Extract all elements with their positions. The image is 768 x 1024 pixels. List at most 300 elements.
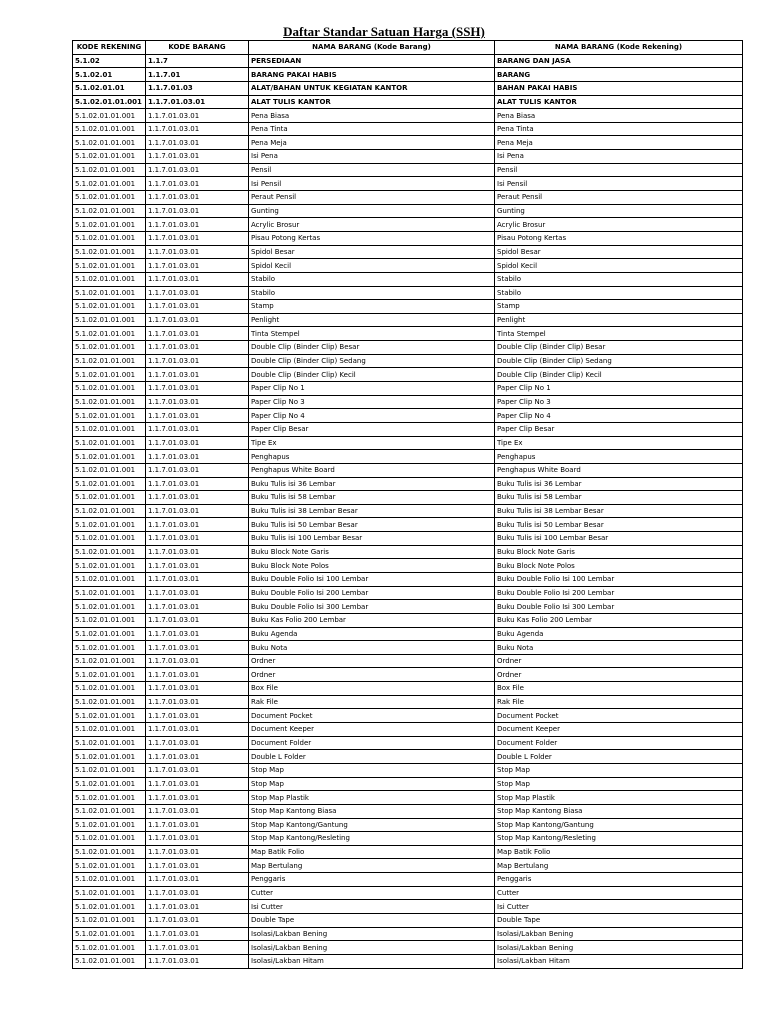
- cell-kode-barang: 1.1.7.01.03.01: [146, 409, 249, 423]
- table-row: [73, 818, 743, 832]
- cell-nama-barang-kode-barang: Cutter: [249, 886, 495, 900]
- table-row: [73, 204, 743, 218]
- cell-nama-barang-kode-rekening: Stop Map: [495, 763, 743, 777]
- cell-kode-rekening: 5.1.02.01.01.001: [73, 368, 146, 382]
- table-row: [73, 845, 743, 859]
- cell-nama-barang-kode-rekening: BARANG DAN JASA: [495, 54, 743, 68]
- cell-kode-rekening: 5.1.02.01.01.001: [73, 927, 146, 941]
- cell-nama-barang-kode-barang: Map Batik Folio: [249, 845, 495, 859]
- table-row: [73, 368, 743, 382]
- cell-nama-barang-kode-barang: Double Clip (Binder Clip) Kecil: [249, 368, 495, 382]
- cell-nama-barang-kode-rekening: Stop Map Kantong/Resleting: [495, 832, 743, 846]
- cell-kode-rekening: 5.1.02.01.01.001: [73, 914, 146, 928]
- cell-kode-rekening: 5.1.02.01.01.001: [73, 818, 146, 832]
- table-row: [73, 695, 743, 709]
- table-row: [73, 109, 743, 123]
- table-row: [73, 682, 743, 696]
- cell-kode-rekening: 5.1.02: [73, 54, 146, 68]
- table-row: [73, 763, 743, 777]
- table-row: [73, 150, 743, 164]
- cell-nama-barang-kode-barang: Buku Block Note Polos: [249, 559, 495, 573]
- cell-kode-barang: 1.1.7.01.03.01: [146, 791, 249, 805]
- cell-nama-barang-kode-rekening: Paper Clip No 3: [495, 395, 743, 409]
- cell-nama-barang-kode-barang: Pisau Potong Kertas: [249, 231, 495, 245]
- cell-nama-barang-kode-rekening: Buku Tulis isi 38 Lembar Besar: [495, 504, 743, 518]
- cell-kode-barang: 1.1.7.01.03.01: [146, 914, 249, 928]
- cell-kode-rekening: 5.1.02.01.01.001: [73, 409, 146, 423]
- cell-nama-barang-kode-barang: Gunting: [249, 204, 495, 218]
- table-row: [73, 627, 743, 641]
- table-body: [73, 54, 743, 968]
- cell-nama-barang-kode-rekening: Acrylic Brosur: [495, 218, 743, 232]
- cell-nama-barang-kode-rekening: Buku Tulis isi 58 Lembar: [495, 491, 743, 505]
- cell-nama-barang-kode-rekening: Buku Tulis isi 36 Lembar: [495, 477, 743, 491]
- cell-kode-rekening: 5.1.02.01.01.001: [73, 477, 146, 491]
- cell-kode-rekening: 5.1.02.01.01.001: [73, 845, 146, 859]
- cell-kode-barang: 1.1.7.01.03.01: [146, 886, 249, 900]
- cell-nama-barang-kode-rekening: Buku Block Note Garis: [495, 545, 743, 559]
- cell-nama-barang-kode-barang: Acrylic Brosur: [249, 218, 495, 232]
- cell-kode-rekening: 5.1.02.01.01.001: [73, 668, 146, 682]
- cell-kode-barang: 1.1.7.01.03.01: [146, 122, 249, 136]
- table-row: [73, 641, 743, 655]
- cell-nama-barang-kode-barang: Stop Map: [249, 777, 495, 791]
- cell-kode-barang: 1.1.7.01.03.01: [146, 750, 249, 764]
- cell-kode-barang: 1.1.7.01.03.01: [146, 109, 249, 123]
- table-row: [73, 163, 743, 177]
- cell-kode-barang: 1.1.7.01.03.01: [146, 395, 249, 409]
- cell-kode-barang: 1.1.7.01.03.01: [146, 586, 249, 600]
- table-row: [73, 559, 743, 573]
- cell-nama-barang-kode-rekening: Document Folder: [495, 736, 743, 750]
- cell-kode-rekening: 5.1.02.01.01.001: [73, 272, 146, 286]
- cell-kode-barang: 1.1.7.01.03.01: [146, 954, 249, 968]
- table-row: [73, 859, 743, 873]
- cell-nama-barang-kode-barang: Isolasi/Lakban Hitam: [249, 954, 495, 968]
- cell-nama-barang-kode-rekening: Pena Tinta: [495, 122, 743, 136]
- cell-kode-barang: 1.1.7.01.03.01: [146, 709, 249, 723]
- cell-kode-rekening: 5.1.02.01.01.001: [73, 259, 146, 273]
- table-row: [73, 491, 743, 505]
- cell-nama-barang-kode-rekening: Double Clip (Binder Clip) Besar: [495, 341, 743, 355]
- cell-nama-barang-kode-rekening: Penlight: [495, 313, 743, 327]
- cell-kode-barang: 1.1.7.01.03.01: [146, 150, 249, 164]
- cell-nama-barang-kode-barang: Double L Folder: [249, 750, 495, 764]
- table-row: [73, 327, 743, 341]
- cell-nama-barang-kode-barang: Buku Nota: [249, 641, 495, 655]
- cell-nama-barang-kode-rekening: BAHAN PAKAI HABIS: [495, 81, 743, 95]
- table-row: [73, 122, 743, 136]
- cell-kode-rekening: 5.1.02.01.01.001: [73, 572, 146, 586]
- cell-nama-barang-kode-barang: Buku Tulis isi 100 Lembar Besar: [249, 532, 495, 546]
- cell-kode-rekening: 5.1.02.01.01.001: [73, 586, 146, 600]
- table-row: [73, 504, 743, 518]
- cell-nama-barang-kode-rekening: Pena Biasa: [495, 109, 743, 123]
- cell-kode-rekening: 5.1.02.01.01.001: [73, 791, 146, 805]
- cell-nama-barang-kode-barang: BARANG PAKAI HABIS: [249, 68, 495, 82]
- cell-nama-barang-kode-barang: Ordner: [249, 654, 495, 668]
- cell-nama-barang-kode-rekening: Stop Map Plastik: [495, 791, 743, 805]
- cell-nama-barang-kode-barang: PERSEDIAAN: [249, 54, 495, 68]
- cell-kode-rekening: 5.1.02.01.01.001: [73, 886, 146, 900]
- cell-kode-barang: 1.1.7.01.03.01: [146, 422, 249, 436]
- table-row: [73, 422, 743, 436]
- cell-nama-barang-kode-rekening: Tipe Ex: [495, 436, 743, 450]
- table-row: [73, 927, 743, 941]
- cell-kode-rekening: 5.1.02.01.01.001: [73, 395, 146, 409]
- cell-kode-rekening: 5.1.02.01.01.001: [73, 109, 146, 123]
- cell-nama-barang-kode-barang: Buku Double Folio Isi 100 Lembar: [249, 572, 495, 586]
- cell-nama-barang-kode-rekening: Buku Double Folio Isi 300 Lembar: [495, 600, 743, 614]
- cell-kode-barang: 1.1.7.01.03.01: [146, 777, 249, 791]
- cell-kode-barang: 1.1.7.01.03.01: [146, 927, 249, 941]
- cell-nama-barang-kode-rekening: Buku Kas Folio 200 Lembar: [495, 613, 743, 627]
- cell-kode-barang: 1.1.7.01.03.01: [146, 272, 249, 286]
- cell-kode-barang: 1.1.7.01.03.01: [146, 204, 249, 218]
- cell-kode-barang: 1.1.7.01.03.01: [146, 231, 249, 245]
- cell-kode-barang: 1.1.7.01.03.01: [146, 695, 249, 709]
- cell-nama-barang-kode-rekening: Buku Double Folio Isi 200 Lembar: [495, 586, 743, 600]
- cell-kode-rekening: 5.1.02.01.01.001: [73, 736, 146, 750]
- cell-nama-barang-kode-barang: ALAT TULIS KANTOR: [249, 95, 495, 109]
- cell-kode-barang: 1.1.7.01.03.01: [146, 723, 249, 737]
- cell-kode-barang: 1.1.7.01.03: [146, 81, 249, 95]
- cell-nama-barang-kode-rekening: Paper Clip Besar: [495, 422, 743, 436]
- cell-kode-barang: 1.1.7.01.03.01: [146, 491, 249, 505]
- cell-kode-barang: 1.1.7.01.03.01: [146, 600, 249, 614]
- cell-kode-rekening: 5.1.02.01.01.001: [73, 286, 146, 300]
- cell-kode-rekening: 5.1.02.01.01.001: [73, 532, 146, 546]
- cell-kode-rekening: 5.1.02.01.01.001: [73, 518, 146, 532]
- cell-kode-rekening: 5.1.02.01: [73, 68, 146, 82]
- cell-nama-barang-kode-rekening: Peraut Pensil: [495, 191, 743, 205]
- cell-nama-barang-kode-rekening: Cutter: [495, 886, 743, 900]
- cell-kode-barang: 1.1.7.01.03.01: [146, 300, 249, 314]
- cell-kode-rekening: 5.1.02.01.01.001: [73, 504, 146, 518]
- cell-kode-rekening: 5.1.02.01.01.001: [73, 463, 146, 477]
- cell-nama-barang-kode-barang: Pensil: [249, 163, 495, 177]
- cell-kode-barang: 1.1.7.01.03.01: [146, 504, 249, 518]
- cell-kode-barang: 1.1.7.01.03.01: [146, 286, 249, 300]
- cell-kode-rekening: 5.1.02.01.01.001: [73, 245, 146, 259]
- cell-kode-rekening: 5.1.02.01.01.001: [73, 382, 146, 396]
- cell-kode-barang: 1.1.7.01.03.01: [146, 136, 249, 150]
- table-row: [73, 382, 743, 396]
- cell-kode-rekening: 5.1.02.01.01.001: [73, 654, 146, 668]
- cell-kode-barang: 1.1.7.01.03.01: [146, 463, 249, 477]
- table-row: [73, 941, 743, 955]
- table-row: [73, 777, 743, 791]
- cell-nama-barang-kode-barang: Stop Map Kantong/Gantung: [249, 818, 495, 832]
- cell-kode-rekening: 5.1.02.01.01.001: [73, 204, 146, 218]
- cell-nama-barang-kode-barang: Document Pocket: [249, 709, 495, 723]
- table-row: [73, 736, 743, 750]
- cell-nama-barang-kode-rekening: Document Keeper: [495, 723, 743, 737]
- cell-nama-barang-kode-rekening: Pisau Potong Kertas: [495, 231, 743, 245]
- table-row: [73, 463, 743, 477]
- table-row: [73, 832, 743, 846]
- cell-nama-barang-kode-rekening: Isi Pena: [495, 150, 743, 164]
- cell-kode-barang: 1.1.7.01: [146, 68, 249, 82]
- table-row: [73, 395, 743, 409]
- table-row: [73, 873, 743, 887]
- cell-kode-rekening: 5.1.02.01.01.001: [73, 941, 146, 955]
- cell-nama-barang-kode-barang: Isi Pena: [249, 150, 495, 164]
- cell-nama-barang-kode-rekening: Map Batik Folio: [495, 845, 743, 859]
- cell-nama-barang-kode-barang: Buku Tulis isi 36 Lembar: [249, 477, 495, 491]
- cell-nama-barang-kode-rekening: Spidol Besar: [495, 245, 743, 259]
- group-row: [73, 68, 743, 82]
- cell-nama-barang-kode-barang: Paper Clip No 1: [249, 382, 495, 396]
- cell-nama-barang-kode-rekening: Buku Agenda: [495, 627, 743, 641]
- group-row: [73, 95, 743, 109]
- cell-nama-barang-kode-barang: Buku Double Folio Isi 300 Lembar: [249, 600, 495, 614]
- cell-nama-barang-kode-rekening: Isolasi/Lakban Bening: [495, 927, 743, 941]
- cell-nama-barang-kode-barang: Buku Double Folio Isi 200 Lembar: [249, 586, 495, 600]
- cell-nama-barang-kode-rekening: Stop Map Kantong Biasa: [495, 804, 743, 818]
- table-row: [73, 886, 743, 900]
- header-nama-barang-kode-rekening: NAMA BARANG (Kode Rekening): [495, 41, 743, 55]
- cell-nama-barang-kode-barang: Isolasi/Lakban Bening: [249, 941, 495, 955]
- cell-nama-barang-kode-rekening: Isolasi/Lakban Bening: [495, 941, 743, 955]
- cell-nama-barang-kode-rekening: Stop Map Kantong/Gantung: [495, 818, 743, 832]
- cell-nama-barang-kode-barang: Double Clip (Binder Clip) Besar: [249, 341, 495, 355]
- group-row: [73, 81, 743, 95]
- cell-kode-rekening: 5.1.02.01.01.001: [73, 95, 146, 109]
- table-row: [73, 532, 743, 546]
- cell-kode-rekening: 5.1.02.01.01.001: [73, 191, 146, 205]
- cell-nama-barang-kode-barang: Double Tape: [249, 914, 495, 928]
- cell-kode-rekening: 5.1.02.01.01.001: [73, 122, 146, 136]
- cell-kode-barang: 1.1.7.01.03.01: [146, 477, 249, 491]
- cell-nama-barang-kode-rekening: BARANG: [495, 68, 743, 82]
- cell-kode-barang: 1.1.7.01.03.01: [146, 845, 249, 859]
- cell-nama-barang-kode-barang: Document Folder: [249, 736, 495, 750]
- table-row: [73, 613, 743, 627]
- table-row: [73, 477, 743, 491]
- cell-kode-rekening: 5.1.02.01.01.001: [73, 218, 146, 232]
- cell-kode-barang: 1.1.7.01.03.01: [146, 327, 249, 341]
- cell-nama-barang-kode-barang: Paper Clip No 3: [249, 395, 495, 409]
- cell-nama-barang-kode-rekening: Spidol Kecil: [495, 259, 743, 273]
- cell-nama-barang-kode-rekening: Isi Pensil: [495, 177, 743, 191]
- cell-kode-rekening: 5.1.02.01.01.001: [73, 450, 146, 464]
- cell-nama-barang-kode-barang: Paper Clip No 4: [249, 409, 495, 423]
- cell-nama-barang-kode-barang: Map Bertulang: [249, 859, 495, 873]
- cell-kode-rekening: 5.1.02.01.01.001: [73, 695, 146, 709]
- table-row: [73, 231, 743, 245]
- cell-kode-barang: 1.1.7.01.03.01: [146, 873, 249, 887]
- table-row: [73, 136, 743, 150]
- cell-kode-barang: 1.1.7.01.03.01: [146, 368, 249, 382]
- cell-nama-barang-kode-barang: Spidol Kecil: [249, 259, 495, 273]
- cell-nama-barang-kode-barang: Tinta Stempel: [249, 327, 495, 341]
- table-row: [73, 341, 743, 355]
- cell-nama-barang-kode-rekening: Isi Cutter: [495, 900, 743, 914]
- group-row: [73, 54, 743, 68]
- cell-nama-barang-kode-barang: Stop Map Plastik: [249, 791, 495, 805]
- cell-nama-barang-kode-barang: Spidol Besar: [249, 245, 495, 259]
- cell-kode-rekening: 5.1.02.01.01.001: [73, 231, 146, 245]
- table-row: [73, 409, 743, 423]
- cell-nama-barang-kode-barang: ALAT/BAHAN UNTUK KEGIATAN KANTOR: [249, 81, 495, 95]
- cell-nama-barang-kode-rekening: Penggaris: [495, 873, 743, 887]
- cell-kode-barang: 1.1.7.01.03.01: [146, 163, 249, 177]
- cell-kode-rekening: 5.1.02.01.01.001: [73, 709, 146, 723]
- cell-nama-barang-kode-barang: Penghapus White Board: [249, 463, 495, 477]
- cell-kode-rekening: 5.1.02.01.01.001: [73, 613, 146, 627]
- cell-kode-rekening: 5.1.02.01.01.001: [73, 177, 146, 191]
- cell-kode-barang: 1.1.7.01.03.01: [146, 218, 249, 232]
- table-row: [73, 804, 743, 818]
- cell-nama-barang-kode-barang: Stamp: [249, 300, 495, 314]
- cell-kode-rekening: 5.1.02.01.01.001: [73, 341, 146, 355]
- cell-nama-barang-kode-rekening: Ordner: [495, 668, 743, 682]
- cell-nama-barang-kode-rekening: Isolasi/Lakban Hitam: [495, 954, 743, 968]
- cell-kode-rekening: 5.1.02.01.01.001: [73, 832, 146, 846]
- cell-nama-barang-kode-rekening: Double Clip (Binder Clip) Kecil: [495, 368, 743, 382]
- cell-kode-barang: 1.1.7.01.03.01: [146, 532, 249, 546]
- cell-kode-barang: 1.1.7.01.03.01: [146, 682, 249, 696]
- cell-nama-barang-kode-barang: Buku Agenda: [249, 627, 495, 641]
- cell-nama-barang-kode-rekening: Box File: [495, 682, 743, 696]
- table-row: [73, 900, 743, 914]
- cell-kode-rekening: 5.1.02.01.01.001: [73, 491, 146, 505]
- cell-kode-rekening: 5.1.02.01.01.001: [73, 777, 146, 791]
- cell-kode-rekening: 5.1.02.01.01.001: [73, 422, 146, 436]
- cell-kode-barang: 1.1.7.01.03.01: [146, 436, 249, 450]
- table-row: [73, 600, 743, 614]
- cell-nama-barang-kode-barang: Ordner: [249, 668, 495, 682]
- cell-nama-barang-kode-barang: Buku Block Note Garis: [249, 545, 495, 559]
- cell-kode-rekening: 5.1.02.01.01.001: [73, 723, 146, 737]
- table-row: [73, 300, 743, 314]
- cell-kode-rekening: 5.1.02.01.01.001: [73, 627, 146, 641]
- cell-kode-barang: 1.1.7.01.03.01: [146, 177, 249, 191]
- table-row: [73, 286, 743, 300]
- table-row: [73, 545, 743, 559]
- table-header-row: [73, 41, 743, 55]
- cell-kode-rekening: 5.1.02.01.01.001: [73, 763, 146, 777]
- table-row: [73, 245, 743, 259]
- cell-nama-barang-kode-rekening: Buku Tulis isi 50 Lembar Besar: [495, 518, 743, 532]
- cell-kode-rekening: 5.1.02.01.01.001: [73, 559, 146, 573]
- cell-nama-barang-kode-rekening: Penghapus White Board: [495, 463, 743, 477]
- table-row: [73, 723, 743, 737]
- cell-kode-rekening: 5.1.02.01.01.001: [73, 300, 146, 314]
- cell-nama-barang-kode-rekening: Stabilo: [495, 272, 743, 286]
- cell-nama-barang-kode-barang: Box File: [249, 682, 495, 696]
- cell-kode-rekening: 5.1.02.01.01.001: [73, 545, 146, 559]
- cell-kode-rekening: 5.1.02.01.01.001: [73, 873, 146, 887]
- cell-kode-rekening: 5.1.02.01.01.001: [73, 327, 146, 341]
- table-row: [73, 436, 743, 450]
- table-row: [73, 191, 743, 205]
- cell-nama-barang-kode-rekening: Pena Meja: [495, 136, 743, 150]
- table-row: [73, 572, 743, 586]
- table-row: [73, 586, 743, 600]
- cell-kode-barang: 1.1.7.01.03.01: [146, 313, 249, 327]
- table-row: [73, 668, 743, 682]
- table-row: [73, 750, 743, 764]
- table-row: [73, 450, 743, 464]
- cell-nama-barang-kode-rekening: Stop Map: [495, 777, 743, 791]
- table-row: [73, 518, 743, 532]
- cell-nama-barang-kode-barang: Buku Tulis isi 38 Lembar Besar: [249, 504, 495, 518]
- table-row: [73, 177, 743, 191]
- table-row: [73, 272, 743, 286]
- cell-kode-rekening: 5.1.02.01.01.001: [73, 136, 146, 150]
- table-row: [73, 259, 743, 273]
- cell-nama-barang-kode-rekening: ALAT TULIS KANTOR: [495, 95, 743, 109]
- cell-nama-barang-kode-rekening: Buku Tulis isi 100 Lembar Besar: [495, 532, 743, 546]
- cell-kode-barang: 1.1.7.01.03.01: [146, 95, 249, 109]
- table-row: [73, 791, 743, 805]
- cell-nama-barang-kode-barang: Isolasi/Lakban Bening: [249, 927, 495, 941]
- cell-nama-barang-kode-barang: Stop Map: [249, 763, 495, 777]
- cell-kode-rekening: 5.1.02.01.01.001: [73, 954, 146, 968]
- cell-nama-barang-kode-rekening: Gunting: [495, 204, 743, 218]
- header-nama-barang-kode-barang: NAMA BARANG (Kode Barang): [249, 41, 495, 55]
- table-row: [73, 313, 743, 327]
- cell-kode-barang: 1.1.7.01.03.01: [146, 832, 249, 846]
- cell-nama-barang-kode-barang: Pena Meja: [249, 136, 495, 150]
- cell-nama-barang-kode-barang: Peraut Pensil: [249, 191, 495, 205]
- cell-kode-rekening: 5.1.02.01.01.001: [73, 354, 146, 368]
- cell-nama-barang-kode-rekening: Double L Folder: [495, 750, 743, 764]
- cell-kode-barang: 1.1.7.01.03.01: [146, 341, 249, 355]
- cell-nama-barang-kode-rekening: Ordner: [495, 654, 743, 668]
- document-title: Daftar Standar Satuan Harga (SSH): [283, 24, 485, 39]
- ssh-table: [72, 40, 743, 969]
- cell-kode-barang: 1.1.7.01.03.01: [146, 804, 249, 818]
- cell-nama-barang-kode-barang: Penghapus: [249, 450, 495, 464]
- cell-nama-barang-kode-rekening: Stamp: [495, 300, 743, 314]
- cell-kode-barang: 1.1.7.01.03.01: [146, 627, 249, 641]
- cell-kode-rekening: 5.1.02.01.01.001: [73, 859, 146, 873]
- cell-kode-barang: 1.1.7.01.03.01: [146, 354, 249, 368]
- cell-nama-barang-kode-rekening: Stabilo: [495, 286, 743, 300]
- cell-kode-barang: 1.1.7.01.03.01: [146, 900, 249, 914]
- cell-nama-barang-kode-barang: Buku Tulis isi 50 Lembar Besar: [249, 518, 495, 532]
- cell-nama-barang-kode-rekening: Penghapus: [495, 450, 743, 464]
- cell-kode-barang: 1.1.7.01.03.01: [146, 245, 249, 259]
- cell-kode-rekening: 5.1.02.01.01.001: [73, 641, 146, 655]
- cell-kode-rekening: 5.1.02.01.01.001: [73, 313, 146, 327]
- cell-nama-barang-kode-barang: Penlight: [249, 313, 495, 327]
- cell-nama-barang-kode-barang: Isi Pensil: [249, 177, 495, 191]
- cell-nama-barang-kode-barang: Rak File: [249, 695, 495, 709]
- cell-kode-rekening: 5.1.02.01.01.001: [73, 163, 146, 177]
- cell-kode-rekening: 5.1.02.01.01.001: [73, 436, 146, 450]
- cell-nama-barang-kode-barang: Paper Clip Besar: [249, 422, 495, 436]
- cell-kode-rekening: 5.1.02.01.01.001: [73, 750, 146, 764]
- cell-kode-barang: 1.1.7.01.03.01: [146, 559, 249, 573]
- cell-kode-barang: 1.1.7.01.03.01: [146, 668, 249, 682]
- cell-nama-barang-kode-rekening: Buku Double Folio Isi 100 Lembar: [495, 572, 743, 586]
- cell-nama-barang-kode-barang: Buku Kas Folio 200 Lembar: [249, 613, 495, 627]
- table-row: [73, 354, 743, 368]
- cell-kode-barang: 1.1.7.01.03.01: [146, 518, 249, 532]
- cell-kode-barang: 1.1.7.01.03.01: [146, 818, 249, 832]
- cell-nama-barang-kode-barang: Pena Tinta: [249, 122, 495, 136]
- cell-nama-barang-kode-barang: Stabilo: [249, 286, 495, 300]
- cell-nama-barang-kode-barang: Double Clip (Binder Clip) Sedang: [249, 354, 495, 368]
- cell-kode-barang: 1.1.7.01.03.01: [146, 736, 249, 750]
- cell-nama-barang-kode-rekening: Double Clip (Binder Clip) Sedang: [495, 354, 743, 368]
- cell-nama-barang-kode-barang: Stop Map Kantong/Resleting: [249, 832, 495, 846]
- cell-kode-rekening: 5.1.02.01.01.001: [73, 900, 146, 914]
